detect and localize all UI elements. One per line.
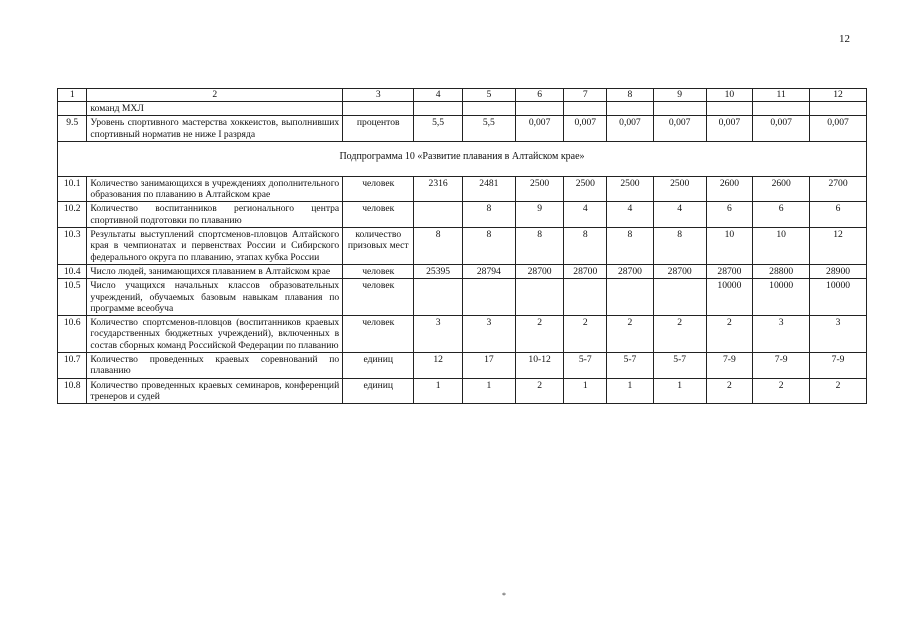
value-cell [564, 279, 607, 316]
table-row [58, 316, 867, 353]
value-cell: 4 [653, 202, 706, 228]
value-cell: 28700 [515, 264, 564, 278]
header-cell: 2 [87, 89, 343, 102]
value-cell: 6 [753, 202, 810, 228]
indicator-description: Уровень спортивного мастерства хоккеистов, выполнивших спортивный норматив не ниже I разряда [87, 116, 343, 142]
value-cell: 2600 [706, 176, 753, 202]
value-cell: 28700 [607, 264, 654, 278]
table-row [58, 279, 867, 316]
value-cell [414, 202, 463, 228]
value-cell: 0,007 [653, 116, 706, 142]
value-cell: 10000 [810, 279, 867, 316]
value-cell: 3 [753, 316, 810, 353]
table-row [58, 353, 867, 379]
indicator-description: Количество занимающихся в учреждениях дополнительного образования по плаванию в Алтайском крае [87, 176, 343, 202]
value-cell: 7-9 [753, 353, 810, 379]
row-number: 10.3 [58, 227, 87, 264]
value-cell [414, 279, 463, 316]
indicator-description: Результаты выступлений спортсменов-пловцов Алтайского края в чемпионатах и первенствах России и Сибирского федерального округа по плаванию, этапах кубка России [87, 227, 343, 264]
row-number: 10.4 [58, 264, 87, 278]
value-cell: 3 [462, 316, 515, 353]
value-cell [607, 279, 654, 316]
value-cell [462, 279, 515, 316]
indicator-description: Число людей, занимающихся плаванием в Алтайском крае [87, 264, 343, 278]
value-cell: 28900 [810, 264, 867, 278]
value-cell: 5-7 [607, 353, 654, 379]
value-cell: 2481 [462, 176, 515, 202]
value-cell: 5-7 [653, 353, 706, 379]
value-cell: 10 [753, 227, 810, 264]
table-row [58, 116, 867, 142]
value-cell: 9 [515, 202, 564, 228]
header-cell: 1 [58, 89, 87, 102]
value-cell: 4 [607, 202, 654, 228]
value-cell: 2316 [414, 176, 463, 202]
value-cell: 8 [462, 227, 515, 264]
unit-cell: человек [343, 202, 414, 228]
value-cell: 8 [414, 227, 463, 264]
row-number: 10.6 [58, 316, 87, 353]
value-cell [753, 102, 810, 116]
section-title: Подпрограмма 10 «Развитие плавания в Алтайском крае» [58, 141, 867, 176]
value-cell: 12 [414, 353, 463, 379]
value-cell: 5-7 [564, 353, 607, 379]
value-cell: 8 [653, 227, 706, 264]
value-cell [515, 102, 564, 116]
indicator-description: Число учащихся начальных классов образовательных учреждений, обучаемых базовым навыкам плавания по программе всеобуча [87, 279, 343, 316]
value-cell: 8 [607, 227, 654, 264]
value-cell: 6 [810, 202, 867, 228]
unit-cell: человек [343, 279, 414, 316]
value-cell: 0,007 [810, 116, 867, 142]
value-cell: 3 [414, 316, 463, 353]
value-cell: 7-9 [706, 353, 753, 379]
header-row [58, 89, 867, 102]
header-cell: 12 [810, 89, 867, 102]
table-body [58, 89, 867, 404]
value-cell [653, 279, 706, 316]
value-cell: 1 [414, 378, 463, 404]
value-cell [414, 102, 463, 116]
indicator-description: Количество спортсменов-пловцов (воспитанников краевых государственных бюджетных учреждений), включенных в состав сборных команд Российской Федерации по плаванию [87, 316, 343, 353]
value-cell: 0,007 [753, 116, 810, 142]
value-cell: 12 [810, 227, 867, 264]
value-cell: 0,007 [607, 116, 654, 142]
value-cell: 2 [810, 378, 867, 404]
value-cell: 10000 [706, 279, 753, 316]
value-cell: 2500 [515, 176, 564, 202]
value-cell: 8 [515, 227, 564, 264]
row-number: 10.5 [58, 279, 87, 316]
value-cell [607, 102, 654, 116]
value-cell: 1 [564, 378, 607, 404]
header-cell: 6 [515, 89, 564, 102]
value-cell: 2 [564, 316, 607, 353]
row-number: 10.7 [58, 353, 87, 379]
value-cell: 5,5 [414, 116, 463, 142]
value-cell: 0,007 [706, 116, 753, 142]
table-row [58, 227, 867, 264]
table-row [58, 378, 867, 404]
page-number: 12 [839, 33, 850, 45]
row-number: 10.2 [58, 202, 87, 228]
indicator-description: команд МХЛ [87, 102, 343, 116]
value-cell: 10 [706, 227, 753, 264]
value-cell [515, 279, 564, 316]
value-cell: 2 [607, 316, 654, 353]
unit-cell: единиц [343, 353, 414, 379]
value-cell: 1 [653, 378, 706, 404]
value-cell: 28700 [564, 264, 607, 278]
value-cell: 2 [753, 378, 810, 404]
value-cell: 3 [810, 316, 867, 353]
value-cell: 0,007 [564, 116, 607, 142]
header-cell: 10 [706, 89, 753, 102]
table-row [58, 176, 867, 202]
value-cell: 7-9 [810, 353, 867, 379]
value-cell: 28800 [753, 264, 810, 278]
table-row [58, 202, 867, 228]
value-cell: 2 [706, 378, 753, 404]
unit-cell: человек [343, 176, 414, 202]
value-cell: 2 [706, 316, 753, 353]
value-cell: 2500 [607, 176, 654, 202]
row-number [58, 102, 87, 116]
value-cell: 28700 [706, 264, 753, 278]
value-cell: 0,007 [515, 116, 564, 142]
value-cell: 6 [706, 202, 753, 228]
table-row [58, 102, 867, 116]
header-cell: 4 [414, 89, 463, 102]
unit-cell: единиц [343, 378, 414, 404]
value-cell: 2600 [753, 176, 810, 202]
header-cell: 9 [653, 89, 706, 102]
value-cell: 2 [515, 378, 564, 404]
indicator-description: Количество проведенных краевых семинаров, конференций тренеров и судей [87, 378, 343, 404]
row-number: 9.5 [58, 116, 87, 142]
value-cell: 28794 [462, 264, 515, 278]
value-cell [706, 102, 753, 116]
value-cell [810, 102, 867, 116]
value-cell: 8 [564, 227, 607, 264]
header-cell: 5 [462, 89, 515, 102]
value-cell: 28700 [653, 264, 706, 278]
unit-cell: человек [343, 316, 414, 353]
indicators-table [57, 88, 867, 404]
value-cell: 17 [462, 353, 515, 379]
value-cell: 2700 [810, 176, 867, 202]
footer-mark: * [502, 591, 506, 600]
indicator-description: Количество проведенных краевых соревнований по плаванию [87, 353, 343, 379]
table-row [58, 264, 867, 278]
value-cell: 2500 [653, 176, 706, 202]
value-cell: 1 [607, 378, 654, 404]
value-cell [653, 102, 706, 116]
row-number: 10.1 [58, 176, 87, 202]
value-cell: 1 [462, 378, 515, 404]
value-cell: 2500 [564, 176, 607, 202]
value-cell: 8 [462, 202, 515, 228]
value-cell: 10000 [753, 279, 810, 316]
value-cell: 2 [515, 316, 564, 353]
value-cell: 10-12 [515, 353, 564, 379]
header-cell: 3 [343, 89, 414, 102]
indicator-description: Количество воспитанников регионального центра спортивной подготовки по плаванию [87, 202, 343, 228]
unit-cell: процентов [343, 116, 414, 142]
value-cell: 2 [653, 316, 706, 353]
header-cell: 8 [607, 89, 654, 102]
unit-cell: человек [343, 264, 414, 278]
unit-cell [343, 102, 414, 116]
value-cell [564, 102, 607, 116]
section-row [58, 141, 867, 176]
value-cell: 25395 [414, 264, 463, 278]
header-cell: 11 [753, 89, 810, 102]
value-cell: 5,5 [462, 116, 515, 142]
row-number: 10.8 [58, 378, 87, 404]
unit-cell: количество призовых мест [343, 227, 414, 264]
value-cell [462, 102, 515, 116]
header-cell: 7 [564, 89, 607, 102]
value-cell: 4 [564, 202, 607, 228]
